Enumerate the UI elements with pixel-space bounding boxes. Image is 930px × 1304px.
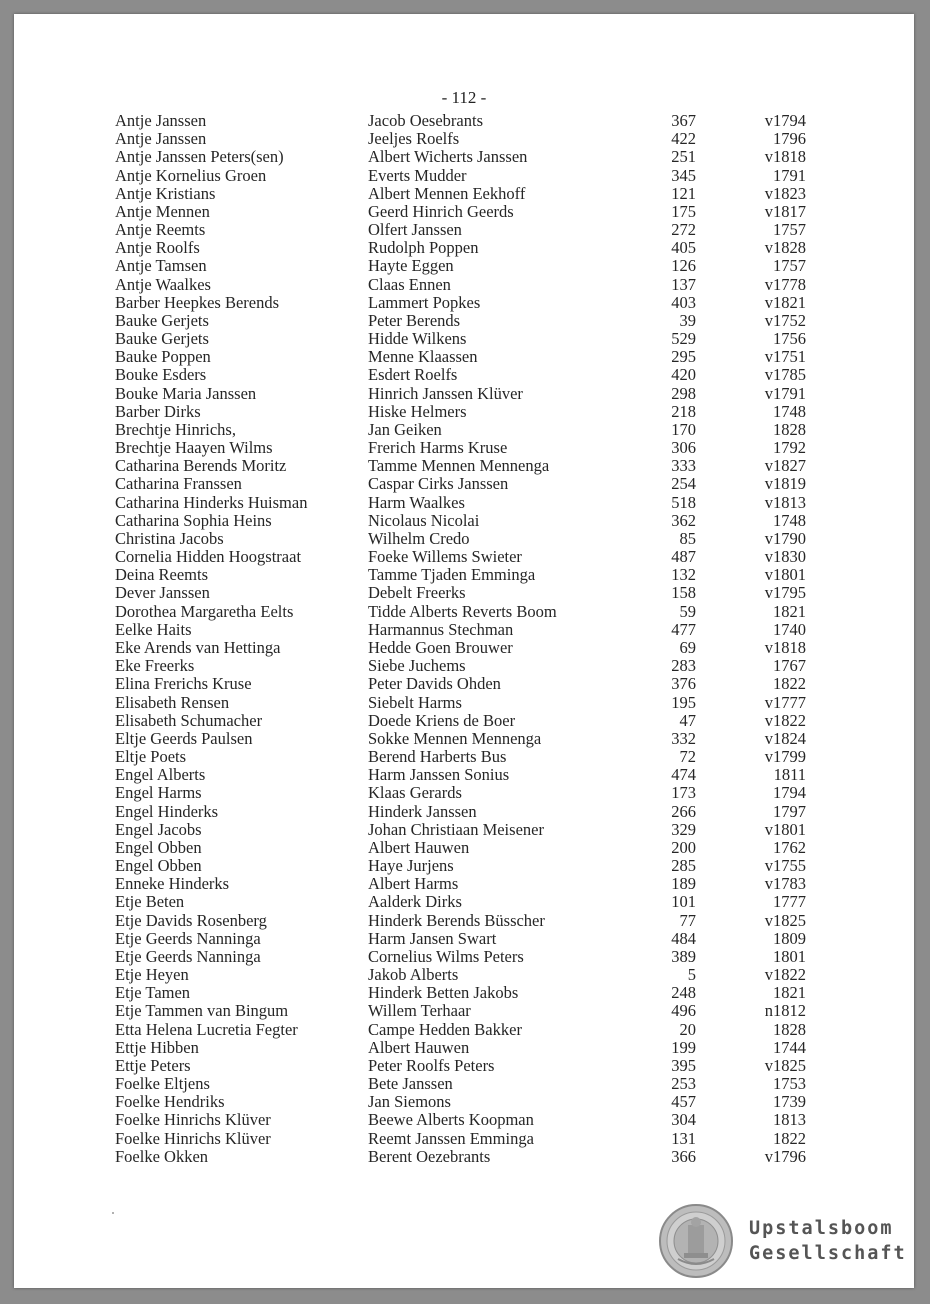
entry-number: 218 — [671, 401, 696, 421]
entry-year: 1777 — [773, 892, 806, 912]
bride-name: Etje Heyen — [115, 966, 189, 985]
groom-name: Albert Hauwen — [368, 838, 470, 857]
list-item — [115, 403, 835, 421]
bride-name: Catharina Franssen — [115, 475, 242, 494]
entry-number: 298 — [671, 383, 696, 403]
list-item — [115, 584, 835, 602]
logo-text — [749, 1216, 907, 1266]
list-item — [115, 167, 835, 185]
entry-number: 295 — [671, 347, 696, 367]
groom-name: Klaas Gerards — [368, 784, 462, 803]
bride-name: Dever Janssen — [115, 584, 210, 603]
list-item — [115, 712, 835, 730]
entry-number: 47 — [679, 710, 696, 730]
bride-name: Engel Alberts — [115, 766, 206, 785]
entry-year: 1821 — [773, 983, 806, 1003]
groom-name: Peter Berends — [368, 311, 461, 330]
bride-name: Bouke Esders — [115, 366, 207, 385]
list-item — [115, 694, 835, 712]
groom-name: Haye Jurjens — [368, 857, 454, 876]
list-item — [115, 439, 835, 457]
entry-number: 195 — [671, 692, 696, 712]
groom-name: Hayte Eggen — [368, 257, 454, 276]
bride-name: Etje Geerds Nanninga — [115, 947, 261, 966]
entry-number: 362 — [671, 510, 696, 530]
entry-year: 1821 — [773, 601, 806, 621]
entry-year: v1817 — [764, 201, 806, 221]
groom-name: Beewe Alberts Koopman — [368, 1111, 534, 1130]
list-item — [115, 566, 835, 584]
entry-year: v1813 — [764, 492, 806, 512]
entry-number: 137 — [671, 274, 696, 294]
bride-name: Etje Davids Rosenberg — [115, 911, 267, 930]
entry-number: 5 — [687, 965, 696, 985]
entry-number: 283 — [671, 656, 696, 676]
entry-year: v1752 — [764, 310, 806, 330]
entry-year: v1825 — [764, 1055, 806, 1075]
entry-year: v1827 — [764, 456, 806, 476]
bride-name: Bauke Gerjets — [115, 311, 209, 330]
bride-name: Eltje Poets — [115, 748, 187, 767]
bride-name: Eke Arends van Hettinga — [115, 638, 281, 657]
bride-name: Antje Kornelius Groen — [115, 166, 267, 185]
entry-number: 170 — [671, 419, 696, 439]
entry-year: v1790 — [764, 528, 806, 548]
entry-year: v1822 — [764, 965, 806, 985]
bride-name: Foelke Okken — [115, 1147, 209, 1166]
bride-name: Elisabeth Rensen — [115, 693, 230, 712]
bride-name: Antje Waalkes — [115, 275, 211, 294]
entry-number: 376 — [671, 674, 696, 694]
list-item — [115, 1075, 835, 1093]
groom-name: Harm Janssen Sonius — [368, 766, 510, 785]
groom-name: Hinrich Janssen Klüver — [368, 384, 523, 403]
groom-name: Bete Janssen — [368, 1075, 453, 1094]
groom-name: Cornelius Wilms Peters — [368, 947, 524, 966]
list-item — [115, 803, 835, 821]
entry-year: 1792 — [773, 438, 806, 458]
bride-name: Bauke Gerjets — [115, 330, 209, 349]
groom-name: Jacob Oesebrants — [368, 112, 484, 130]
entry-year: 1822 — [773, 1128, 806, 1148]
list-item — [115, 657, 835, 675]
entry-year: v1791 — [764, 383, 806, 403]
list-item — [115, 312, 835, 330]
groom-name: Johan Christiaan Meisener — [368, 820, 544, 839]
entry-number: 158 — [671, 583, 696, 603]
entry-number: 272 — [671, 220, 696, 240]
logo-line-1: Upstalsboom — [749, 1218, 894, 1239]
bride-name: Brechtje Hinrichs, — [115, 420, 236, 439]
entry-number: 306 — [671, 438, 696, 458]
list-item — [115, 1093, 835, 1111]
entry-number: 173 — [671, 783, 696, 803]
list-item — [115, 130, 835, 148]
list-item — [115, 621, 835, 639]
entry-number: 403 — [671, 292, 696, 312]
list-item — [115, 457, 835, 475]
bride-name: Foelke Hinrichs Klüver — [115, 1129, 271, 1148]
list-item — [115, 912, 835, 930]
bride-name: Etje Beten — [115, 893, 185, 912]
list-item — [115, 1002, 835, 1020]
groom-name: Jan Geiken — [368, 420, 442, 439]
entry-year: 1740 — [773, 619, 806, 639]
entry-number: 121 — [671, 183, 696, 203]
entry-year: v1795 — [764, 583, 806, 603]
groom-name: Geerd Hinrich Geerds — [368, 202, 514, 221]
list-item — [115, 675, 835, 693]
bride-name: Ettje Hibben — [115, 1038, 199, 1057]
list-item — [115, 330, 835, 348]
groom-name: Doede Kriens de Boer — [368, 711, 516, 730]
entry-number: 366 — [671, 1146, 696, 1166]
bride-name: Antje Janssen Peters(sen) — [115, 148, 284, 167]
entry-number: 175 — [671, 201, 696, 221]
bride-name: Elina Frerichs Kruse — [115, 675, 252, 694]
entry-number: 487 — [671, 547, 696, 567]
bride-name: Engel Harms — [115, 784, 202, 803]
list-item — [115, 221, 835, 239]
entry-year: v1755 — [764, 856, 806, 876]
bride-name: Antje Tamsen — [115, 257, 207, 276]
groom-name: Menne Klaassen — [368, 348, 478, 367]
groom-name: Jan Siemons — [368, 1093, 451, 1112]
groom-name: Albert Harms — [368, 875, 459, 894]
entry-year: 1757 — [773, 220, 806, 240]
entry-year: v1778 — [764, 274, 806, 294]
bride-name: Catharina Sophia Heins — [115, 511, 272, 530]
entry-year: 1811 — [773, 765, 806, 785]
entry-year: 1744 — [773, 1037, 806, 1057]
bride-name: Engel Obben — [115, 838, 202, 857]
entry-number: 39 — [679, 310, 696, 330]
groom-name: Tamme Mennen Mennenga — [368, 457, 550, 476]
logo-line-2: Gesellschaft — [749, 1243, 907, 1264]
entry-number: 251 — [671, 147, 696, 167]
entry-year: 1748 — [773, 401, 806, 421]
groom-name: Tamme Tjaden Emminga — [368, 566, 536, 585]
entry-number: 200 — [671, 837, 696, 857]
bride-name: Foelke Hinrichs Klüver — [115, 1111, 271, 1130]
list-item — [115, 875, 835, 893]
entry-number: 529 — [671, 329, 696, 349]
entry-number: 329 — [671, 819, 696, 839]
groom-name: Harm Jansen Swart — [368, 929, 497, 948]
list-item — [115, 857, 835, 875]
list-item — [115, 294, 835, 312]
entry-year: v1794 — [764, 111, 806, 130]
bride-name: Antje Roolfs — [115, 239, 200, 258]
entry-number: 131 — [671, 1128, 696, 1148]
entry-number: 69 — [679, 637, 696, 657]
groom-name: Sokke Mennen Mennenga — [368, 729, 542, 748]
list-item — [115, 148, 835, 166]
entry-year: 1748 — [773, 510, 806, 530]
entry-number: 333 — [671, 456, 696, 476]
entry-number: 126 — [671, 256, 696, 276]
list-item — [115, 1148, 835, 1166]
entry-year: v1821 — [764, 292, 806, 312]
bride-name: Dorothea Margaretha Eelts — [115, 602, 294, 621]
entry-number: 101 — [671, 892, 696, 912]
entry-year: v1818 — [764, 637, 806, 657]
entry-number: 266 — [671, 801, 696, 821]
entry-number: 77 — [679, 910, 696, 930]
groom-name: Hinderk Betten Jakobs — [368, 984, 519, 1003]
list-item — [115, 112, 835, 130]
list-item — [115, 203, 835, 221]
list-item — [115, 385, 835, 403]
list-item — [115, 730, 835, 748]
list-item — [115, 784, 835, 802]
bride-name: Elisabeth Schumacher — [115, 711, 263, 730]
entry-year: 1753 — [773, 1074, 806, 1094]
list-item — [115, 966, 835, 984]
entry-year: v1751 — [764, 347, 806, 367]
entry-year: v1799 — [764, 747, 806, 767]
list-item — [115, 821, 835, 839]
entry-number: 285 — [671, 856, 696, 876]
list-item — [115, 1057, 835, 1075]
groom-name: Campe Hedden Bakker — [368, 1020, 522, 1039]
entry-number: 484 — [671, 928, 696, 948]
groom-name: Lammert Popkes — [368, 293, 481, 312]
entry-year: v1785 — [764, 365, 806, 385]
entry-year: v1823 — [764, 183, 806, 203]
list-item — [115, 1021, 835, 1039]
groom-name: Reemt Janssen Emminga — [368, 1129, 534, 1148]
entry-number: 395 — [671, 1055, 696, 1075]
list-item — [115, 839, 835, 857]
groom-name: Berent Oezebrants — [368, 1147, 491, 1166]
entry-year: 1809 — [773, 928, 806, 948]
entry-year: 1796 — [773, 129, 806, 149]
bride-name: Cornelia Hidden Hoogstraat — [115, 548, 302, 567]
entry-year: 1794 — [773, 783, 806, 803]
page-number: - 112 - — [441, 88, 487, 107]
entry-year: v1822 — [764, 710, 806, 730]
entry-number: 405 — [671, 238, 696, 258]
groom-name: Claas Ennen — [368, 275, 451, 294]
entry-year: v1830 — [764, 547, 806, 567]
document-page — [14, 14, 914, 1288]
list-item — [115, 548, 835, 566]
list-item — [115, 239, 835, 257]
entry-number: 332 — [671, 728, 696, 748]
list-item — [115, 930, 835, 948]
list-item — [115, 276, 835, 294]
entry-year: 1762 — [773, 837, 806, 857]
entry-year: 1739 — [773, 1092, 806, 1112]
bride-name: Foelke Hendriks — [115, 1093, 225, 1112]
list-item — [115, 366, 835, 384]
entry-year: v1819 — [764, 474, 806, 494]
bride-name: Antje Kristians — [115, 184, 216, 203]
entry-number: 477 — [671, 619, 696, 639]
groom-name: Albert Wicherts Janssen — [368, 148, 528, 167]
list-item — [115, 530, 835, 548]
upstalsboom-logo — [658, 1199, 908, 1279]
list-item — [115, 893, 835, 911]
entry-number: 420 — [671, 365, 696, 385]
list-item — [115, 748, 835, 766]
bride-name: Etje Tammen van Bingum — [115, 1002, 289, 1021]
bride-name: Bauke Poppen — [115, 348, 211, 367]
list-item — [115, 766, 835, 784]
groom-name: Hiske Helmers — [368, 402, 467, 421]
bride-name: Barber Dirks — [115, 402, 201, 421]
groom-name: Foeke Willems Swieter — [368, 548, 522, 567]
entry-number: 20 — [679, 1019, 696, 1039]
entry-number: 518 — [671, 492, 696, 512]
bride-name: Ettje Peters — [115, 1056, 191, 1075]
groom-name: Debelt Freerks — [368, 584, 466, 603]
entry-year: 1791 — [773, 165, 806, 185]
list-item — [115, 984, 835, 1002]
entry-year: v1783 — [764, 874, 806, 894]
groom-name: Nicolaus Nicolai — [368, 511, 480, 530]
groom-name: Harm Waalkes — [368, 493, 465, 512]
groom-name: Wilhelm Credo — [368, 529, 470, 548]
bride-name: Foelke Eltjens — [115, 1075, 210, 1094]
bride-name: Brechtje Haayen Wilms — [115, 439, 273, 458]
entry-number: 367 — [671, 111, 696, 130]
entry-year: v1825 — [764, 910, 806, 930]
groom-name: Esdert Roelfs — [368, 366, 458, 385]
entry-year: v1824 — [764, 728, 806, 748]
entry-number: 474 — [671, 765, 696, 785]
entry-number: 253 — [671, 1074, 696, 1094]
list-item — [115, 475, 835, 493]
entry-number: 248 — [671, 983, 696, 1003]
entry-number: 132 — [671, 565, 696, 585]
groom-name: Aalderk Dirks — [368, 893, 462, 912]
bride-name: Etje Geerds Nanninga — [115, 929, 261, 948]
entry-number: 85 — [679, 528, 696, 548]
bride-name: Eke Freerks — [115, 657, 195, 676]
bride-name: Antje Mennen — [115, 202, 210, 221]
entry-number: 345 — [671, 165, 696, 185]
list-item — [115, 639, 835, 657]
entry-number: 496 — [671, 1001, 696, 1021]
groom-name: Albert Hauwen — [368, 1038, 470, 1057]
entry-year: v1818 — [764, 147, 806, 167]
bride-name: Etta Helena Lucretia Fegter — [115, 1020, 298, 1039]
bride-name: Barber Heepkes Berends — [115, 293, 280, 312]
entry-year: v1801 — [764, 565, 806, 585]
entry-number: 389 — [671, 946, 696, 966]
entry-year: v1796 — [764, 1146, 806, 1166]
bride-name: Eltje Geerds Paulsen — [115, 729, 253, 748]
bride-name: Bouke Maria Janssen — [115, 384, 257, 403]
groom-name: Hinderk Berends Büsscher — [368, 911, 545, 930]
list-item — [115, 1039, 835, 1057]
entry-year: 1767 — [773, 656, 806, 676]
bride-name: Engel Obben — [115, 857, 202, 876]
groom-name: Frerich Harms Kruse — [368, 439, 508, 458]
entry-year: 1797 — [773, 801, 806, 821]
entry-number: 254 — [671, 474, 696, 494]
groom-name: Rudolph Poppen — [368, 239, 479, 258]
list-item — [115, 948, 835, 966]
entry-year: 1822 — [773, 674, 806, 694]
groom-name: Harmannus Stechman — [368, 620, 514, 639]
marriage-register-list — [115, 112, 835, 1166]
bride-name: Catharina Berends Moritz — [115, 457, 287, 476]
groom-name: Tidde Alberts Reverts Boom — [368, 602, 557, 621]
entry-year: 1801 — [773, 946, 806, 966]
groom-name: Caspar Cirks Janssen — [368, 475, 509, 494]
entry-year: n1812 — [764, 1001, 806, 1021]
entry-year: 1756 — [773, 329, 806, 349]
list-item — [115, 185, 835, 203]
entry-year: 1813 — [773, 1110, 806, 1130]
bride-name: Deina Reemts — [115, 566, 209, 585]
entry-year: 1828 — [773, 419, 806, 439]
entry-number: 59 — [679, 601, 696, 621]
entry-year: v1777 — [764, 692, 806, 712]
bride-name: Antje Janssen — [115, 112, 207, 130]
entry-year: v1801 — [764, 819, 806, 839]
entry-number: 422 — [671, 129, 696, 149]
list-item — [115, 512, 835, 530]
bride-name: Antje Janssen — [115, 130, 207, 149]
groom-name: Albert Mennen Eekhoff — [368, 184, 526, 203]
groom-name: Siebelt Harms — [368, 693, 462, 712]
entry-number: 72 — [679, 747, 696, 767]
bride-name: Engel Hinderks — [115, 802, 219, 821]
list-item — [115, 1111, 835, 1129]
groom-name: Everts Mudder — [368, 166, 467, 185]
groom-name: Willem Terhaar — [368, 1002, 471, 1021]
bride-name: Etje Tamen — [115, 984, 191, 1003]
groom-name: Hidde Wilkens — [368, 330, 467, 349]
bride-name: Enneke Hinderks — [115, 875, 230, 894]
groom-name: Jeeljes Roelfs — [368, 130, 460, 149]
entry-number: 189 — [671, 874, 696, 894]
entry-year: 1828 — [773, 1019, 806, 1039]
entry-year: v1828 — [764, 238, 806, 258]
groom-name: Olfert Janssen — [368, 221, 462, 240]
seal-icon — [658, 1203, 734, 1279]
bride-name: Catharina Hinderks Huisman — [115, 493, 308, 512]
bride-name: Eelke Haits — [115, 620, 192, 639]
list-item — [115, 421, 835, 439]
bride-name: Engel Jacobs — [115, 820, 202, 839]
list-item — [115, 257, 835, 275]
groom-name: Berend Harberts Bus — [368, 748, 507, 767]
list-item — [115, 494, 835, 512]
groom-name: Siebe Juchems — [368, 657, 466, 676]
list-item — [115, 603, 835, 621]
groom-name: Peter Davids Ohden — [368, 675, 501, 694]
groom-name: Hedde Goen Brouwer — [368, 638, 513, 657]
bride-name: Christina Jacobs — [115, 529, 224, 548]
entry-number: 457 — [671, 1092, 696, 1112]
list-item — [115, 1130, 835, 1148]
groom-name: Jakob Alberts — [368, 966, 459, 985]
speck — [112, 1212, 114, 1214]
entry-year: 1757 — [773, 256, 806, 276]
bride-name: Antje Reemts — [115, 221, 206, 240]
entry-number: 199 — [671, 1037, 696, 1057]
entry-number: 304 — [671, 1110, 696, 1130]
groom-name: Peter Roolfs Peters — [368, 1056, 495, 1075]
list-item — [115, 348, 835, 366]
groom-name: Hinderk Janssen — [368, 802, 477, 821]
